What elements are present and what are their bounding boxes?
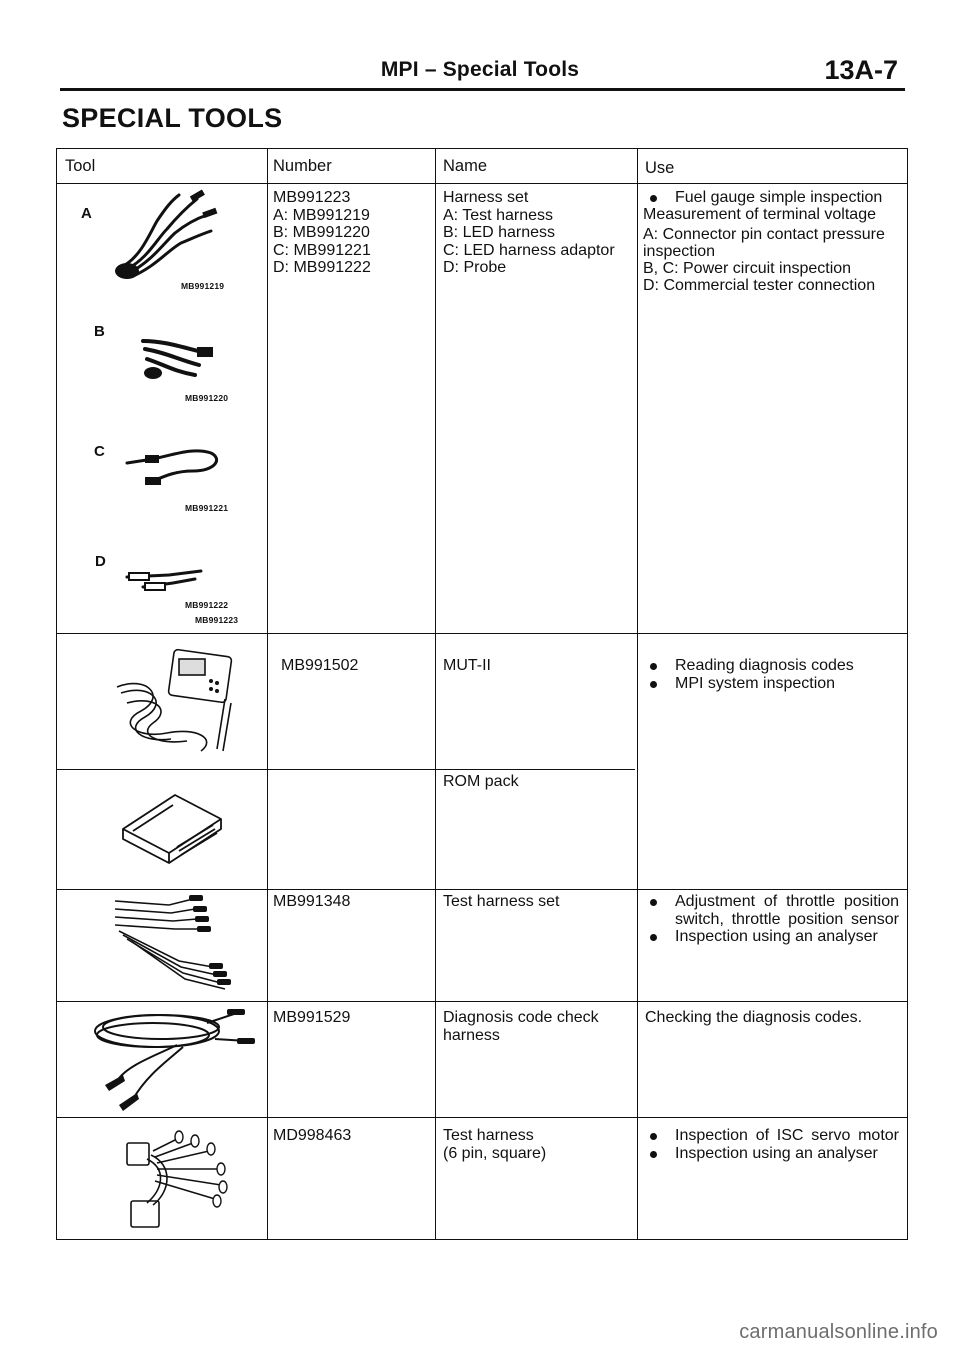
- number-line: D: MB991222: [273, 259, 371, 276]
- part-number-label: MB991220: [185, 393, 229, 403]
- part-number-label: MB991223: [195, 615, 239, 625]
- name-line: (6 pin, square): [443, 1144, 547, 1162]
- use-bullet: Adjustment of throttle position: [643, 893, 899, 911]
- number-line: B: MB991220: [273, 224, 370, 241]
- probe-icon: [123, 569, 203, 599]
- use-line: inspection: [643, 243, 716, 260]
- number-line: MB991223: [273, 189, 351, 206]
- diagnosis-harness-icon: [87, 1005, 257, 1115]
- use-bullet: MPI system inspection: [643, 675, 899, 693]
- section-title: SPECIAL TOOLS: [62, 103, 283, 133]
- part-number-label: MB991222: [185, 600, 229, 610]
- row6-number-cell: MD998463: [273, 1127, 352, 1144]
- column-divider: [267, 149, 268, 1239]
- name-line: A: Test harness: [443, 206, 553, 224]
- row5-name-cell: [443, 1009, 599, 1044]
- row-divider: [57, 889, 907, 890]
- led-harness-icon: [137, 335, 217, 385]
- row5-use-cell: Checking the diagnosis codes.: [645, 1009, 863, 1026]
- tool-label-d: D: [95, 553, 106, 570]
- mut-ii-tester-icon: [107, 647, 247, 757]
- column-divider: [435, 149, 436, 1239]
- header-rule: [60, 88, 905, 91]
- row1-name-cell: [443, 189, 615, 277]
- six-pin-harness-icon: [117, 1129, 237, 1239]
- column-header-tool: Tool: [65, 157, 96, 175]
- use-bullet: Fuel gauge simple inspection: [643, 189, 899, 206]
- row1-number-cell: [273, 189, 371, 277]
- part-number-label: MB991219: [181, 281, 225, 291]
- row6-name-cell: [443, 1127, 546, 1162]
- name-line: Harness set: [443, 189, 529, 206]
- column-header-use: Use: [645, 159, 675, 177]
- column-header-number: Number: [273, 157, 332, 175]
- number-line: A: MB991219: [273, 206, 370, 224]
- use-line: B, C: Power circuit inspection: [643, 260, 852, 277]
- row-divider: [57, 1117, 907, 1118]
- name-line: Diagnosis code check: [443, 1009, 599, 1026]
- row-divider: [57, 1001, 907, 1002]
- row2-number-cell: MB991502: [281, 657, 359, 674]
- use-line: switch, throttle position sensor: [675, 910, 899, 928]
- use-line: A: Connector pin contact pressure: [643, 226, 885, 243]
- watermark[interactable]: carmanualsonline.info: [739, 1321, 938, 1343]
- page-number: 13A-7: [824, 55, 898, 85]
- row5-number-cell: MB991529: [273, 1009, 351, 1026]
- use-line: D: Commercial tester connection: [643, 277, 876, 294]
- row4-use-cell: [643, 893, 899, 946]
- row6-use-cell: [643, 1127, 899, 1162]
- rom-pack-icon: [117, 789, 227, 869]
- tool-label-b: B: [94, 323, 105, 340]
- row2-name-cell: MUT-II: [443, 657, 491, 674]
- led-harness-adaptor-icon: [123, 445, 223, 493]
- name-line: C: LED harness adaptor: [443, 241, 615, 259]
- name-line: Test harness: [443, 1127, 534, 1144]
- column-divider: [637, 149, 638, 1239]
- page-header-section: MPI – Special Tools: [380, 58, 580, 81]
- use-bullet: Inspection of ISC servo motor: [643, 1127, 899, 1145]
- part-number-label: MB991221: [185, 503, 229, 513]
- row2-use-cell: [643, 657, 899, 692]
- name-line: D: Probe: [443, 259, 507, 276]
- use-line: Measurement of terminal voltage: [643, 206, 876, 223]
- column-header-name: Name: [443, 157, 488, 175]
- use-bullet: Reading diagnosis codes: [643, 657, 899, 675]
- tool-label-c: C: [94, 443, 105, 460]
- row1-use-cell: [643, 189, 899, 294]
- row-divider-partial: [57, 769, 635, 770]
- use-bullet: Inspection using an analyser: [643, 928, 899, 946]
- name-line: harness: [443, 1026, 500, 1044]
- tool-label-a: A: [81, 205, 92, 222]
- row-divider: [57, 183, 907, 184]
- harness-set-icon: [107, 189, 217, 289]
- use-bullet: Inspection using an analyser: [643, 1145, 899, 1163]
- row-divider: [57, 633, 907, 634]
- row4-name-cell: Test harness set: [443, 893, 560, 910]
- special-tools-table: [56, 148, 908, 1240]
- number-line: C: MB991221: [273, 241, 371, 259]
- row4-number-cell: MB991348: [273, 893, 351, 910]
- test-harness-set-icon: [109, 891, 239, 991]
- name-line: B: LED harness: [443, 224, 556, 241]
- row3-name-cell: ROM pack: [443, 773, 519, 790]
